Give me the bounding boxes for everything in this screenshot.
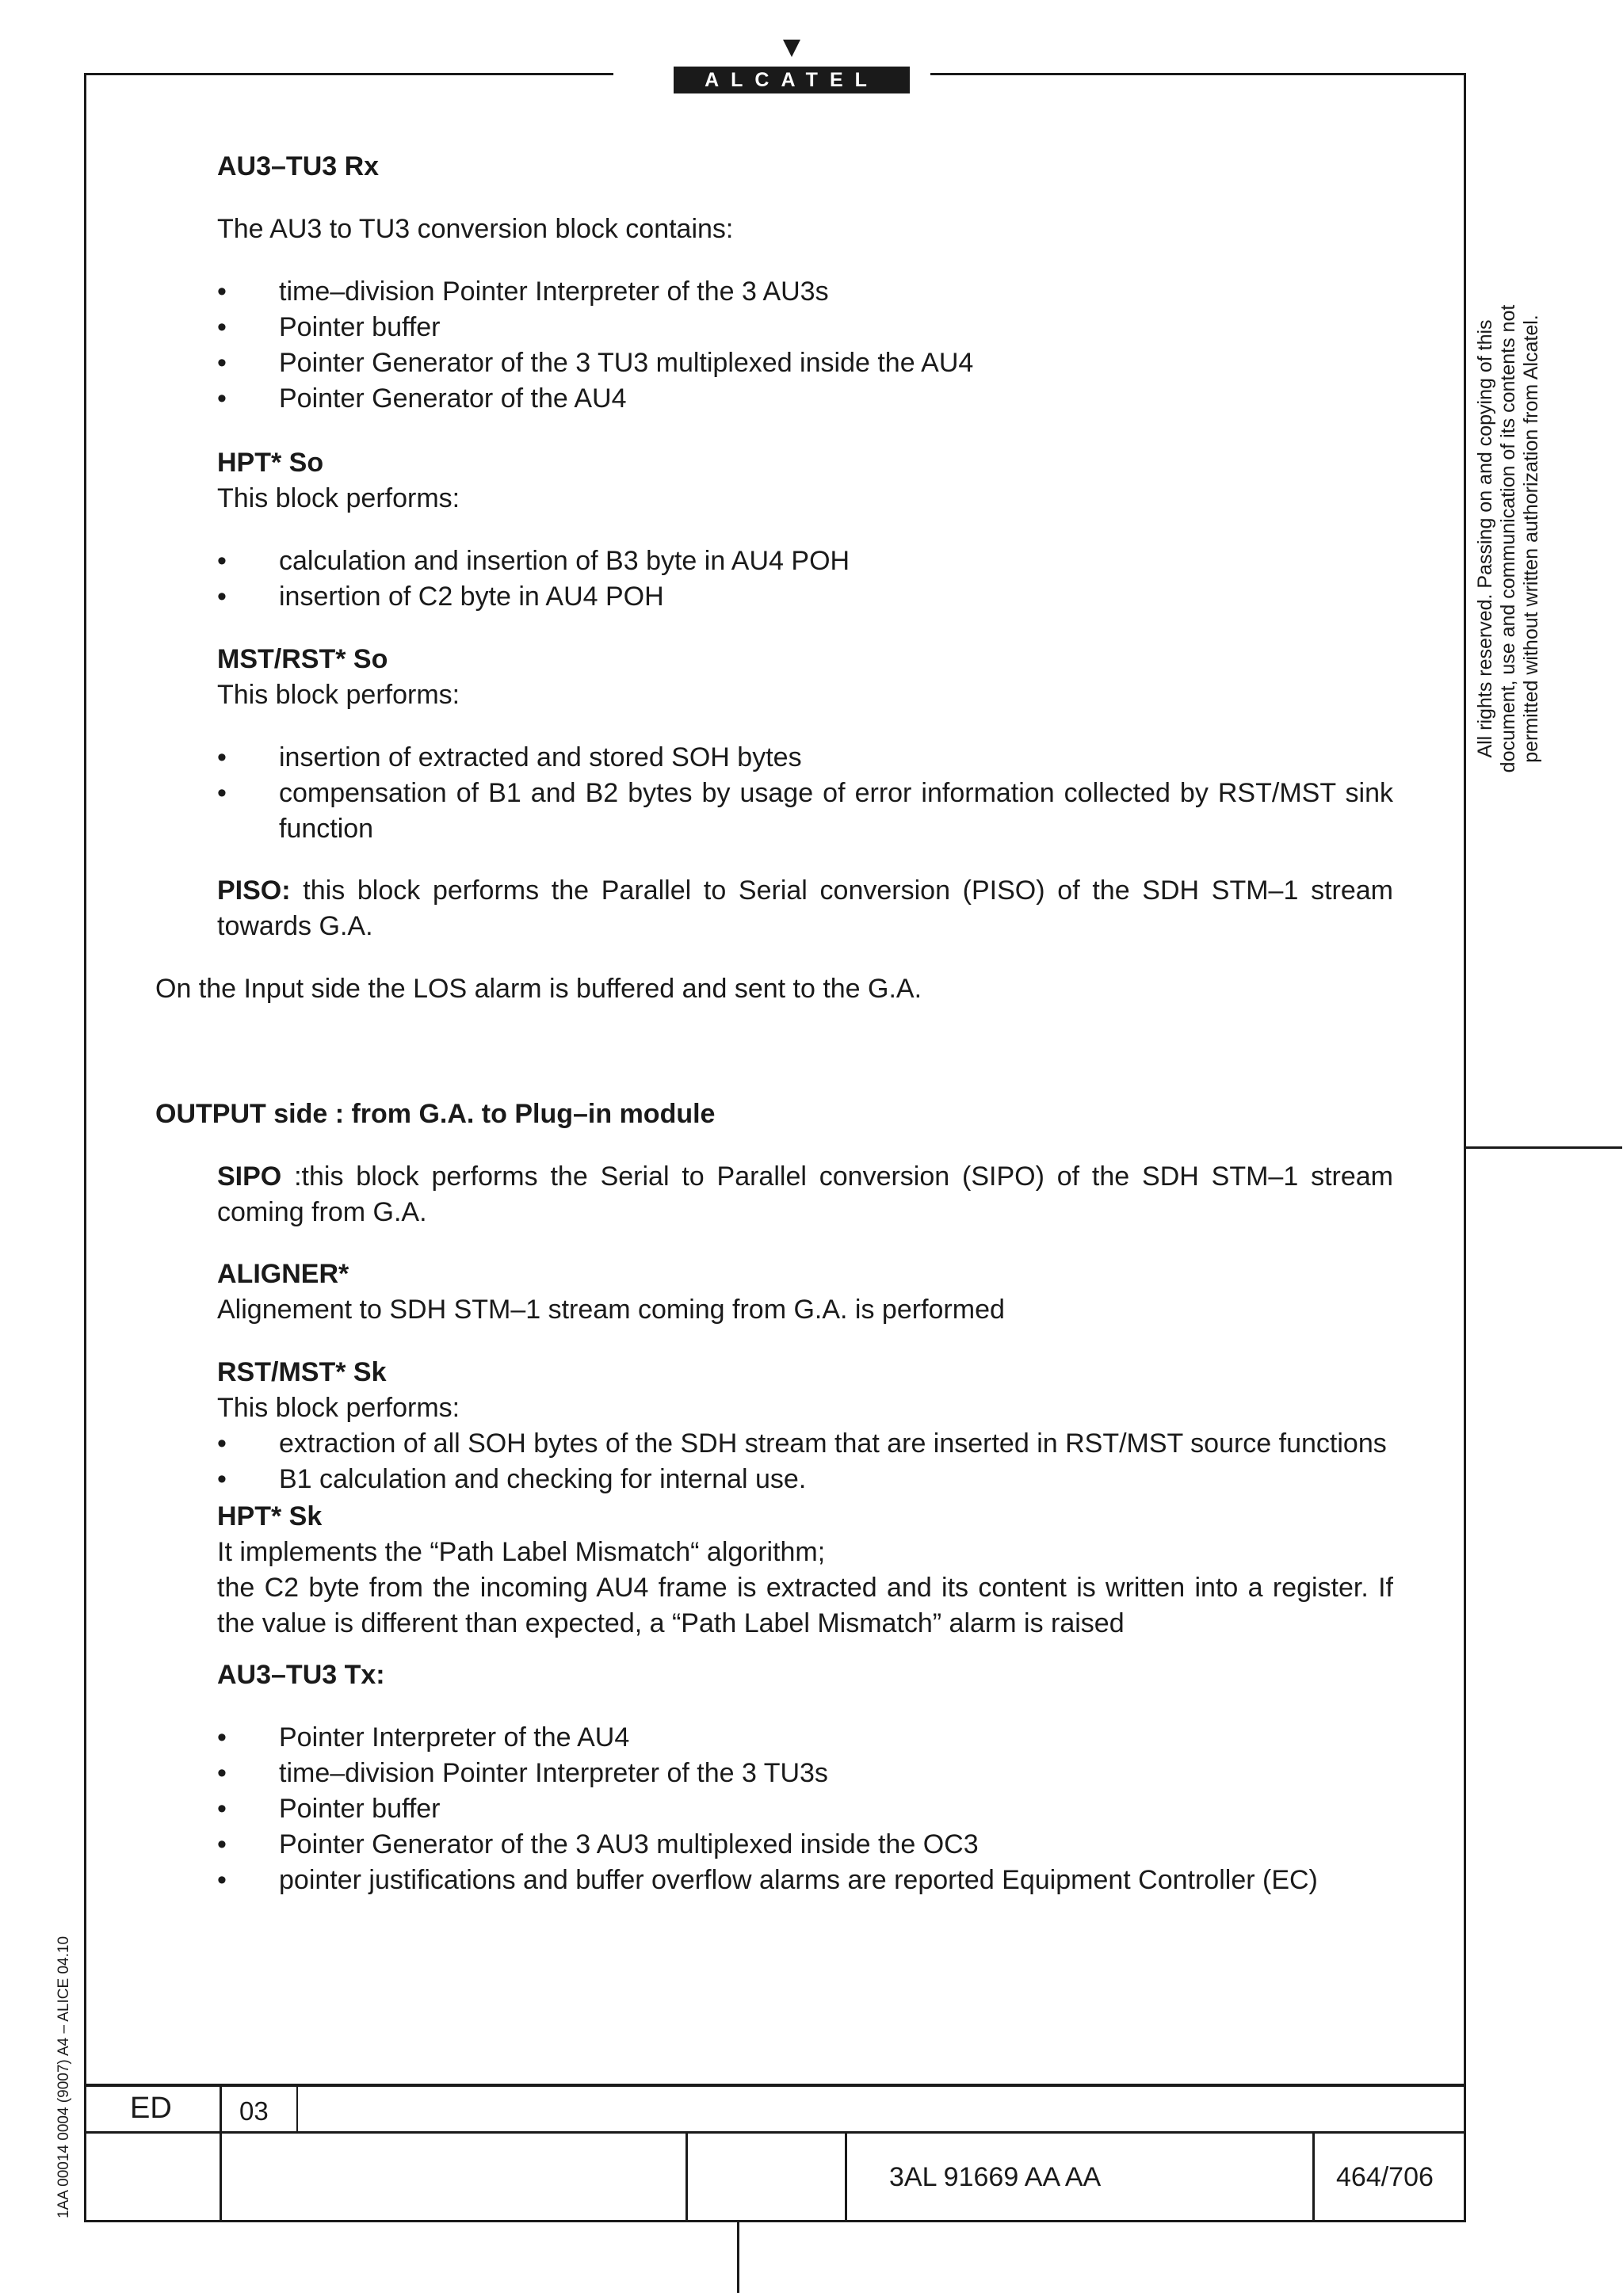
list-item: • pointer justifications and buffer overflow alarms are reported Equipment Controller (EC) — [217, 1863, 1393, 1898]
piso-paragraph — [217, 873, 1393, 944]
footer-col3 — [845, 2131, 847, 2222]
section-au3-tu3-tx — [217, 1657, 1393, 1898]
section-au3-tu3-rx — [217, 149, 1393, 417]
section-title: AU3–TU3 Tx: — [217, 1660, 385, 1690]
form-code: 1AA 00014 0004 (9007) A4 – ALICE 04.10 — [55, 1936, 72, 2218]
section-sipo — [217, 1159, 1393, 1230]
section-intro: This block performs: — [217, 1393, 460, 1423]
doc-number: 3AL 91669 AA AA — [889, 2162, 1102, 2192]
list-item: • time–division Pointer Interpreter of the 3 AU3s — [217, 274, 1393, 310]
alcatel-logo — [674, 40, 910, 95]
list-item: • calculation and insertion of B3 byte in AU4 POH — [217, 543, 1393, 579]
section-intro: The AU3 to TU3 conversion block contains: — [217, 214, 734, 244]
logo-text: ALCATEL — [674, 67, 910, 93]
ed-label: ED — [130, 2092, 172, 2125]
frame-top-left — [84, 73, 613, 75]
ed-value: 03 — [239, 2096, 269, 2126]
section-title: ALIGNER* — [217, 1259, 349, 1289]
bullet-list — [217, 1426, 1393, 1497]
list-item: • extraction of all SOH bytes of the SDH stream that are inserted in RST/MST source functions — [217, 1426, 1393, 1462]
footer-mid-line — [84, 2131, 1466, 2134]
section-title: HPT* So — [217, 448, 324, 478]
list-item: • compensation of B1 and B2 bytes by usage of error information collected by RST/MST sink function — [217, 776, 1393, 847]
frame-left — [84, 73, 86, 2222]
list-item: • Pointer buffer — [217, 310, 1393, 345]
sipo-text: :this block performs the Serial to Parallel conversion (SIPO) of the SDH STM–1 stream coming from G.A. — [217, 1161, 1393, 1227]
section-intro: This block performs: — [217, 483, 460, 513]
bullet-list — [217, 543, 1393, 615]
logo-triangle-icon — [783, 40, 800, 57]
footer-col4 — [1312, 2131, 1315, 2222]
sipo-paragraph — [217, 1159, 1393, 1230]
footer-col-ed — [296, 2084, 298, 2133]
section-hpt-so — [217, 445, 1393, 615]
section-mst-rst-so — [217, 642, 1393, 847]
list-item: • B1 calculation and checking for internal use. — [217, 1462, 1393, 1497]
footer-col2 — [685, 2131, 688, 2222]
section-rst-mst-sk — [217, 1355, 1393, 1497]
output-heading: OUTPUT side : from G.A. to Plug–in module — [155, 1099, 716, 1129]
list-item: • Pointer Generator of the 3 TU3 multiplexed inside the AU4 — [217, 345, 1393, 381]
bullet-list — [217, 274, 1393, 417]
section-intro: This block performs: — [217, 680, 460, 710]
page-number: 464/706 — [1336, 2162, 1434, 2192]
list-item: • Pointer Generator of the 3 AU3 multiplexed inside the OC3 — [217, 1827, 1393, 1863]
los-note: On the Input side the LOS alarm is buffered and sent to the G.A. — [155, 974, 922, 1004]
bullet-list — [217, 1720, 1393, 1898]
footer-top-line — [84, 2084, 1466, 2087]
section-title: MST/RST* So — [217, 644, 388, 674]
section-title: RST/MST* Sk — [217, 1357, 387, 1387]
hpt-sk-line1: It implements the “Path Label Mismatch“ algorithm; — [217, 1537, 826, 1567]
piso-text: this block performs the Parallel to Serial conversion (PISO) of the SDH STM–1 stream towards G.A. — [217, 875, 1393, 941]
frame-bottom — [84, 2220, 1466, 2222]
list-item: • insertion of extracted and stored SOH bytes — [217, 740, 1393, 776]
piso-label: PISO: — [217, 875, 291, 906]
hpt-sk-line2: the C2 byte from the incoming AU4 frame is extracted and its content is written into a register. If the value is different than expected, a “Path Label Mismatch” alarm is raised — [217, 1573, 1393, 1638]
copyright-note: All rights reserved. Passing on and copying of this document, use and communication of its contents not permitted without written authorization from Alcatel. — [1474, 304, 1542, 773]
section-aligner — [217, 1257, 1393, 1328]
bullet-list — [217, 740, 1393, 847]
list-item: • Pointer buffer — [217, 1791, 1393, 1827]
sipo-label: SIPO — [217, 1161, 282, 1192]
list-item: • time–division Pointer Interpreter of the 3 TU3s — [217, 1756, 1393, 1791]
footer-col1 — [220, 2084, 222, 2222]
list-item: • Pointer Generator of the AU4 — [217, 381, 1393, 417]
bottom-stub — [737, 2220, 739, 2293]
section-piso — [217, 873, 1393, 944]
list-item: • Pointer Interpreter of the AU4 — [217, 1720, 1393, 1756]
frame-top-right — [930, 73, 1466, 75]
list-item: • insertion of C2 byte in AU4 POH — [217, 579, 1393, 615]
aligner-text: Alignement to SDH STM–1 stream coming from G.A. is performed — [217, 1295, 1005, 1325]
side-tick — [1464, 1146, 1622, 1149]
section-hpt-sk — [217, 1499, 1393, 1642]
section-title: HPT* Sk — [217, 1501, 323, 1531]
section-title: AU3–TU3 Rx — [217, 151, 380, 181]
